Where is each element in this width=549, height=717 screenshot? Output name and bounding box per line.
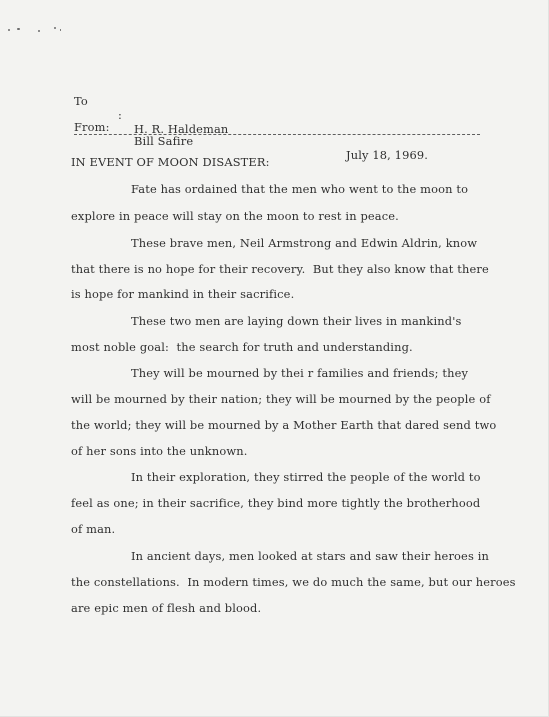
- body-line: Fate has ordained that the men who went to the moon to: [131, 182, 469, 196]
- body-line: In their exploration, they stirred the people of the world to: [131, 470, 481, 484]
- body-line: of her sons into the unknown.: [71, 444, 248, 458]
- body-line: most noble goal: the search for truth and understanding.: [71, 340, 413, 354]
- body-line: In ancient days, men looked at stars and saw their heroes in: [131, 549, 489, 563]
- body-line: the world; they will be mourned by a Mother Earth that dared send two: [71, 418, 497, 432]
- memo-date: July 18, 1969.: [346, 148, 429, 162]
- body-line: These two men are laying down their lives in mankind's: [131, 314, 462, 328]
- body-line: of man.: [71, 522, 116, 536]
- body-line: are epic men of flesh and blood.: [71, 601, 262, 615]
- to-colon: :: [118, 108, 122, 122]
- to-label: To: [74, 94, 88, 108]
- body-line: is hope for mankind in their sacrifice.: [71, 287, 295, 301]
- to-value: H. R. Haldeman: [134, 122, 229, 136]
- paper-specks: [8, 26, 68, 36]
- body-line: feel as one; in their sacrifice, they bind more tightly the brotherhood: [71, 496, 481, 510]
- from-value: Bill Safire: [134, 134, 194, 148]
- memo-heading: IN EVENT OF MOON DISASTER:: [71, 155, 270, 169]
- body-line: explore in peace will stay on the moon to rest in peace.: [71, 209, 399, 223]
- dashed-rule: [74, 134, 480, 135]
- body-line: These brave men, Neil Armstrong and Edwin Aldrin, know: [131, 236, 478, 250]
- body-line: They will be mourned by thei r families and friends; they: [131, 366, 469, 380]
- body-line: that there is no hope for their recovery. But they also know that there: [71, 262, 489, 276]
- body-line: will be mourned by their nation; they will be mourned by the people of: [71, 392, 491, 406]
- from-label: From:: [74, 120, 110, 134]
- body-line: the constellations. In modern times, we do much the same, but our heroes: [71, 575, 516, 589]
